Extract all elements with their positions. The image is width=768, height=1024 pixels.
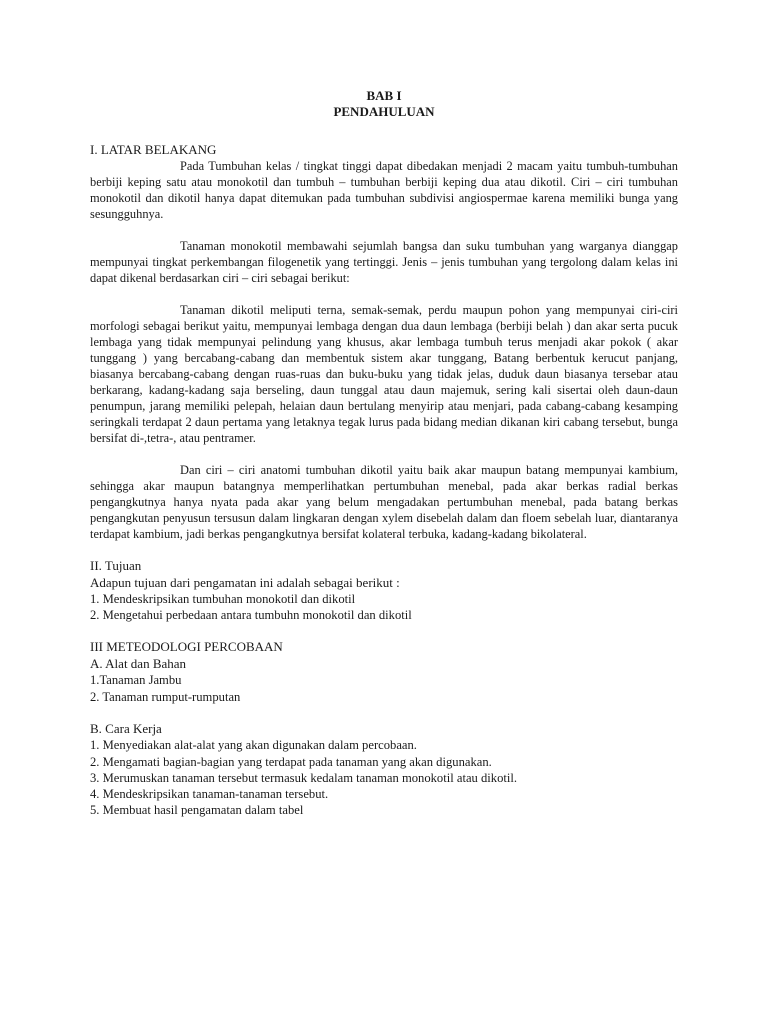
list-item: 2. Mengetahui perbedaan antara tumbuhn monokotil dan dikotil bbox=[90, 608, 412, 623]
list-item: 3. Merumuskan tanaman tersebut termasuk kedalam tanaman monokotil atau dikotil. bbox=[90, 770, 518, 785]
subheading-cara-kerja: B. Cara Kerja bbox=[90, 720, 162, 736]
paragraph-4: Dan ciri – ciri anatomi tumbuhan dikotil yaitu baik akar maupun batang mempunyai kambium, sehingga akar maupun batangnya memperlihatkan pertumbuhan menebal, pada akar berkas radial berkas pengangkutnya hanya nyata pada akar yang belum mengadakan pertumbuhan menebal, pada batang berkas pengangkutan penyusun tersusun dalam lingkaran dengan xylem disebelah dalam dan floem sebelah luar, diantaranya terdapat kambium, jadi berkas pengangkutnya bersifat kolateral terbuka, kadang-kadang bikolateral. bbox=[90, 463, 678, 541]
list-item: 1. Menyediakan alat-alat yang akan digunakan dalam percobaan. bbox=[90, 738, 417, 753]
section-heading-tujuan: II. Tujuan bbox=[90, 558, 142, 573]
tujuan-list bbox=[90, 591, 678, 623]
paragraph-3: Tanaman dikotil meliputi terna, semak-semak, perdu maupun pohon yang mempunyai ciri-ciri morfologi sebagai berikut yaitu, mempunyai lembaga dengan dua daun lembaga (berbiji belah ) dan akar serta pucuk lembaga yang tidak mempunyai pelindung yang khusus, akar lembaga tumbuh terus menjadi akar pokok ( akar tunggang ) yang bercabang-cabang dan membentuk sistem akar tunggang, Batang berbentuk kerucut panjang, biasanya bercabang-cabang dengan ruas-ruas dan buku-buku yang tidak jelas, duduk daun biasanya tersebar atau berkarang, kadang-kadang saja berseling, daun tunggal atau daun majemuk, sering kali sisertai oleh daun-daun penumpun, jarang memiliki pelepah, helaian daun bertulang menyirip atau menjari, pada cabang-cabang kesamping seringkali terdapat 2 daun pertama yang letaknya tegak lurus pada bidang median dikanan kiri cabang tersebut, bunga bersifat di-,tetra-, atau pentramer. bbox=[90, 303, 678, 445]
subheading-alat-bahan: A. Alat dan Bahan bbox=[90, 655, 187, 671]
paragraph-2: Tanaman monokotil membawahi sejumlah bangsa dan suku tumbuhan yang warganya dianggap mempunyai tingkat perkembangan filogenetik yang tertinggi. Jenis – jenis tumbuhan yang tergolong dalam kelas ini dapat dikenal berdasarkan ciri – ciri sebagai berikut: bbox=[90, 239, 678, 285]
list-item: 2. Tanaman rumput-rumputan bbox=[90, 689, 241, 704]
list-item: 1.Tanaman Jambu bbox=[90, 673, 182, 688]
tujuan-intro: Adapun tujuan dari pengamatan ini adalah sebagai berikut : bbox=[90, 574, 400, 590]
paragraph-1: Pada Tumbuhan kelas / tingkat tinggi dapat dibedakan menjadi 2 macam yaitu tumbuh-tumbuhan berbiji keping satu atau monokotil dan tumbuh – tumbuhan berbiji keping dua atau dikotil. Ciri – ciri tumbuhan monokotil dan dikotil hanya dapat ditemukan pada tumbuhan subdivisi angiospermae karena memiliki bunga yang sesungguhnya. bbox=[90, 159, 678, 221]
section-heading-latar-belakang: I. LATAR BELAKANG bbox=[90, 142, 217, 157]
list-item: 2. Mengamati bagian-bagian yang terdapat pada tanaman yang akan digunakan. bbox=[90, 754, 492, 769]
list-item: 1. Mendeskripsikan tumbuhan monokotil dan dikotil bbox=[90, 592, 356, 606]
chapter-title: PENDAHULUAN bbox=[333, 104, 435, 119]
list-item: 4. Mendeskripsikan tanaman-tanaman tersebut. bbox=[90, 786, 329, 801]
cara-kerja-list bbox=[90, 737, 678, 818]
chapter-number: BAB I bbox=[366, 88, 402, 103]
section-heading-metodologi: III METEODOLOGI PERCOBAAN bbox=[90, 639, 283, 655]
alat-list bbox=[90, 672, 678, 704]
list-item: 5. Membuat hasil pengamatan dalam tabel bbox=[90, 803, 304, 818]
